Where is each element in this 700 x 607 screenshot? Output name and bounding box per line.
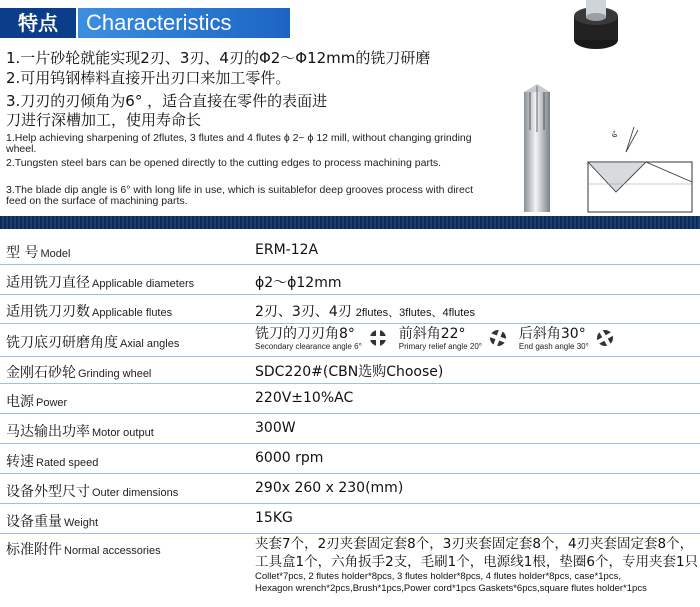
spec-label-en: Applicable diameters bbox=[92, 278, 195, 290]
spec-label-cn: 适用铣刀刃数 bbox=[6, 304, 90, 320]
spec-label-en: Outer dimensions bbox=[92, 487, 179, 499]
spec-label-en: Power bbox=[36, 397, 68, 409]
spec-label-en: Axial angles bbox=[120, 338, 180, 350]
feature-en-2: 2.Tungsten steel bars can be opened directly to the cutting edges to process machining parts. bbox=[6, 157, 442, 169]
spec-row-diameters bbox=[0, 265, 700, 295]
spec-value: 220V±10%AC bbox=[255, 390, 354, 406]
angle-item-1: 铣刀的刀刃角8° Secondary clearance angle 6° bbox=[255, 326, 362, 351]
spec-label-cn: 马达输出功率 bbox=[6, 424, 90, 440]
spec-label-cn: 铣刀底刃研磨角度 bbox=[6, 335, 118, 351]
accessories-en-2: Hexagon wrench*2pcs,Brush*1pcs,Power cord*1pcs Gaskets*6pcs,square flutes holder*1pcs bbox=[255, 583, 647, 594]
end-mill-image bbox=[520, 82, 554, 212]
feature-cn-2: 2.可用钨钢棒料直接开出刃口来加工零件。 bbox=[6, 69, 291, 87]
header-en: Characteristics bbox=[78, 8, 290, 38]
spec-label-en: Weight bbox=[64, 517, 99, 529]
spec-label-en: Model bbox=[40, 248, 71, 260]
accessories-cn-1: 夹套7个，2刃夹套固定套8个，3刃夹套固定套8个，4刃夹套固定套8个， bbox=[255, 536, 694, 552]
diagram-angle-label: 6° bbox=[611, 129, 621, 139]
cutter-cross-icon bbox=[368, 326, 388, 350]
spec-value: SDC220#(CBN选购Choose) bbox=[255, 364, 444, 380]
feature-cn-4: 刀进行深槽加工，使用寿命长 bbox=[6, 111, 202, 129]
divider-bar bbox=[0, 216, 700, 229]
spec-label-cn: 适用铣刀直径 bbox=[6, 275, 90, 291]
spec-label-cn: 电源 bbox=[6, 394, 34, 410]
section-header bbox=[0, 8, 290, 38]
spec-label-cn: 设备重量 bbox=[6, 514, 62, 530]
feature-en-1: 1.Help achieving sharpening of 2flutes, 3 flutes and 4 flutes ϕ 2~ ϕ 12 mill, without changing grinding wheel. bbox=[6, 132, 472, 155]
spec-row-motor bbox=[0, 414, 700, 444]
spec-row-wheel bbox=[0, 357, 700, 384]
spec-row-dimensions bbox=[0, 474, 700, 504]
feature-cn-1: 1.一片砂轮就能实现2刃、3刃、4刃的Φ2～Φ12mm的铣刀研磨 bbox=[6, 49, 431, 67]
spec-row-accessories bbox=[0, 534, 700, 602]
spec-value: ϕ2～ϕ12mm bbox=[255, 275, 342, 291]
spec-value-en: 2flutes、3flutes、4flutes bbox=[355, 307, 475, 319]
cutter-cross-icon bbox=[488, 326, 508, 350]
spec-label-cn: 设备外型尺寸 bbox=[6, 484, 90, 500]
header-cn: 特点 bbox=[0, 8, 76, 38]
spec-value: 2刃、3刃、4刃 bbox=[255, 304, 352, 320]
spec-value: 6000 rpm bbox=[255, 450, 324, 466]
spec-row-angles bbox=[0, 324, 700, 357]
spec-label-cn: 转速 bbox=[6, 454, 34, 470]
spec-label-en: Grinding wheel bbox=[78, 368, 152, 380]
spec-label-cn: 金刚石砂轮 bbox=[6, 365, 76, 381]
spec-label-en: Rated speed bbox=[36, 457, 99, 469]
spec-row-model bbox=[0, 236, 700, 265]
spec-row-weight bbox=[0, 504, 700, 534]
spec-row-flutes bbox=[0, 295, 700, 324]
feature-en-3: 3.The blade dip angle is 6° with long life in use, which is suitablefor deep grooves process with direct feed on the surface of machining parts. bbox=[6, 184, 474, 207]
blade-angle-diagram bbox=[586, 122, 694, 214]
angle-item-2: 前斜角22° Primary relief angle 20° bbox=[398, 326, 482, 351]
spec-label-cn: 标准附件 bbox=[6, 542, 62, 558]
spec-label-en: Normal accessories bbox=[64, 545, 161, 557]
spec-value: 300W bbox=[255, 420, 296, 436]
feature-cn-3: 3.刀刃的刃倾角为6° ，适合直接在零件的表面进 bbox=[6, 92, 328, 110]
cutter-cross-icon bbox=[595, 326, 615, 350]
angle-item-3: 后斜角30° End gash angle 30° bbox=[518, 326, 589, 351]
spec-label-en: Motor output bbox=[92, 427, 154, 439]
accessories-en-1: Collet*7pcs, 2 flutes holder*8pcs, 3 flutes holder*8pcs, 4 flutes holder*8pcs, case*1pcs, bbox=[255, 571, 621, 582]
accessories-cn-2: 工具盒1个，六角扳手2支，毛刷1个，电源线1根，垫圈6个，专用夹套1只 bbox=[255, 554, 699, 570]
spec-value: 15KG bbox=[255, 510, 293, 526]
spec-label-en: Applicable flutes bbox=[92, 307, 173, 319]
grinding-wheel-image bbox=[556, 0, 636, 50]
spec-value: 290x 260 x 230(mm) bbox=[255, 480, 404, 496]
spec-row-power bbox=[0, 384, 700, 414]
spec-row-speed bbox=[0, 444, 700, 474]
spec-value: ERM-12A bbox=[255, 242, 319, 258]
spec-label-cn: 型 号 bbox=[6, 245, 39, 261]
